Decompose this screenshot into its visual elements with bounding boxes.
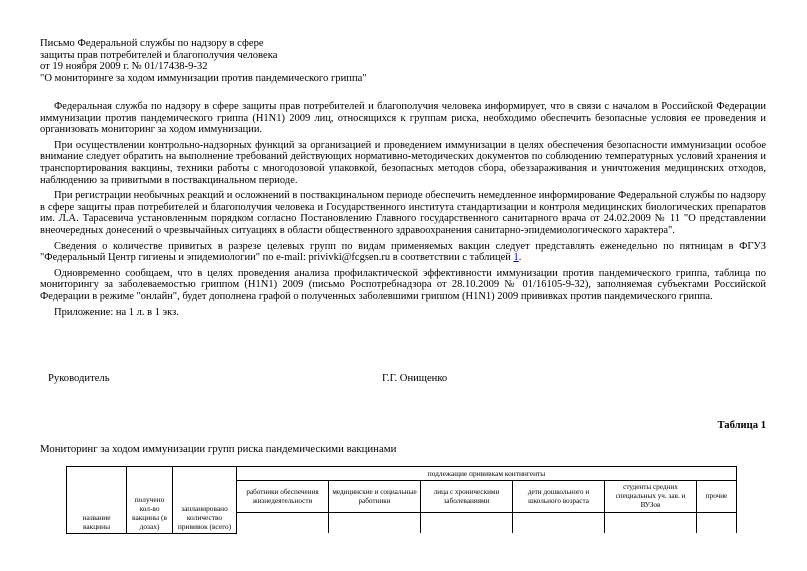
table-cell-empty bbox=[421, 513, 513, 534]
paragraph-3: При регистрации необычных реакций и осложнений в поствакцинальном периоде обеспечить немедленное информирование Федеральной службы по надзору в сфере защиты прав потребителей и благополучия человека и Государственного института стандартизации и контроля медицинских биологических препаратов им. Л.А. Тарасевича установленным порядком согласно Постановлению Главного государственного санитарного врача от 24.02.2009 № 11 "О представлении внеочередных донесений о чрезвычайных ситуациях в области общественного здравоохранения санитарно-эпидемиологического характера". bbox=[40, 190, 766, 236]
letter-body bbox=[40, 101, 766, 318]
paragraph-1: Федеральная служба по надзору в сфере защиты прав потребителей и благополучия человека информирует, что в связи с началом в Российской Федерации иммунизации против пандемического гриппа (H1N1) 2009 лиц, относящихся к группам риска, необходимо обеспечить безопасные условия ее проведения и организовать мониторинг за ходом иммунизации. bbox=[40, 101, 766, 136]
col-received-doses: получено кол-во вакцины (в дозах) bbox=[127, 467, 173, 534]
paragraph-5: Одновременно сообщаем, что в целях проведения анализа профилактической эффективности иммунизации против пандемического гриппа, таблица по мониторингу за заболеваемостью гриппом (H1N1) 2009 (письмо Роспотребнадзора от 28.10.2009 № 01/16105-9-32), заполняемая субъектами Российской Федерации в режиме "онлайн", будет дополнена графой о полученных заболевшими гриппом (H1N1) 2009 прививках против пандемического гриппа. bbox=[40, 267, 766, 302]
table-label: Таблица 1 bbox=[717, 420, 766, 431]
subcol-other: прочие bbox=[697, 481, 737, 513]
paragraph-4-end: . bbox=[518, 252, 522, 264]
table-cell-empty bbox=[237, 513, 329, 534]
table-cell-empty bbox=[329, 513, 421, 534]
subcol-life-support-workers: работники обеспечения жизнедеятельности bbox=[237, 481, 329, 513]
subcol-children: дети дошкольного и школьного возраста bbox=[513, 481, 605, 513]
table-1-link[interactable]: 1 bbox=[513, 252, 519, 264]
col-planned-vaccinations: запланировано количество прививок (всего) bbox=[173, 467, 237, 534]
col-group-contingents: подлежащие прививкам контингенты bbox=[237, 467, 737, 481]
table-title: Мониторинг за ходом иммунизации групп риска пандемическими вакцинами bbox=[40, 443, 397, 455]
subcol-medical-social-workers: медицинские и социальные работники bbox=[329, 481, 421, 513]
appendix-note: Приложение: на 1 л. в 1 экз. bbox=[54, 306, 179, 318]
paragraph-2: При осуществлении контрольно-надзорных функций за организацией и проведением иммунизации в целях обеспечения безопасности иммунизации особое внимание следует обратить на выполнение требований действующих нормативно-методических документов по соблюдению температурных условий хранения и транспортирования вакцины, техники работы с многодозовой упаковкой, безопасных методов сбора, обеззараживания и уничтожения медицинских отходов, наблюдению за привитыми в поствакцинальном периоде. bbox=[40, 139, 766, 186]
header-line-1: Письмо Федеральной службы по надзору в сфере bbox=[40, 38, 264, 49]
signature-role: Руководитель bbox=[48, 373, 110, 384]
subcol-chronic-diseases: лица с хроническими заболеваниями bbox=[421, 481, 513, 513]
signature-name: Г.Г. Онищенко bbox=[382, 373, 448, 384]
signature-block bbox=[48, 373, 766, 387]
header-line-2: защиты прав потребителей и благополучия человека bbox=[40, 49, 278, 61]
table-cell-empty bbox=[697, 513, 737, 534]
header-line-3: от 19 ноября 2009 г. № 01/17438-9-32 bbox=[40, 61, 208, 73]
subcol-students: студенты средних специальных уч. зав. и ВУЗов bbox=[605, 481, 697, 513]
paragraph-4-text: Сведения о количестве привитых в разрезе целевых групп по видам применяемых вакцин следует представлять еженедельно по пятницам в ФГУЗ "Федеральный Центр гигиены и эпидемиологии" по e-mail: privivki@fcgsen.ru в соответствии с таблицей bbox=[40, 240, 766, 264]
table-cell-empty bbox=[605, 513, 697, 534]
header-line-4: "О мониторинге за ходом иммунизации против пандемического гриппа" bbox=[40, 72, 367, 84]
paragraph-4 bbox=[40, 241, 766, 264]
table-cell-empty bbox=[513, 513, 605, 534]
monitoring-table bbox=[66, 466, 737, 534]
letter-header bbox=[40, 38, 367, 84]
col-vaccine-name: название вакцины bbox=[67, 467, 127, 534]
